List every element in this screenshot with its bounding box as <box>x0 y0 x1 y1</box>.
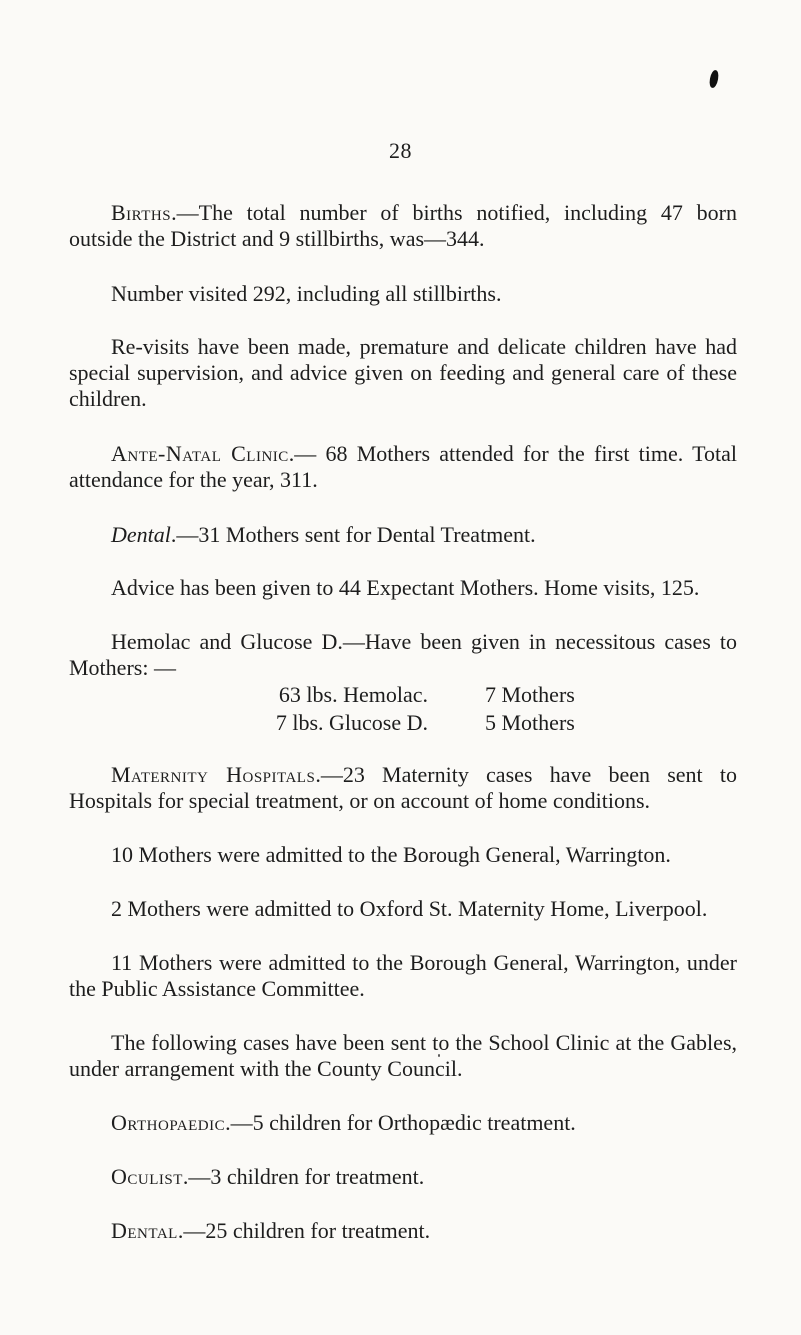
oculist-paragraph <box>69 1164 737 1190</box>
dental-children-paragraph <box>69 1218 737 1244</box>
admitted-oxford-paragraph: 2 Mothers were admitted to Oxford St. Maternity Home, Liverpool. <box>111 896 708 921</box>
supply-quantity: 63 lbs. Hemolac. <box>278 682 428 707</box>
antenatal-paragraph <box>69 441 737 493</box>
maternity-heading: Maternity Hospitals <box>111 762 316 787</box>
admitted-borough-paragraph: 10 Mothers were admitted to the Borough General, Warrington. <box>111 842 671 867</box>
supply-recipients: 7 Mothers <box>485 682 575 707</box>
admitted-pac-paragraph: 11 Mothers were admitted to the Borough General, Warrington, under the Public Assistance Committee. <box>69 950 737 1001</box>
dental-children-text: .—25 children for treatment. <box>177 1218 431 1243</box>
dental-mothers-paragraph <box>69 522 737 548</box>
orthopaedic-heading: Orthopaedic <box>111 1110 226 1135</box>
oculist-text: .—3 children for treatment. <box>182 1164 425 1189</box>
antenatal-heading: Ante-Natal Clinic <box>111 441 289 466</box>
dental-mothers-heading: Dental <box>111 522 171 547</box>
dental-children-heading: Dental <box>111 1218 178 1243</box>
orthopaedic-paragraph <box>69 1110 737 1136</box>
antenatal-text: .— 68 Mothers attended for the first time. Total attendance for the year, 311. <box>69 441 737 492</box>
dental-mothers-text: .—31 Mothers sent for Dental Treatment. <box>170 522 536 547</box>
school-clinic-paragraph: The following cases have been sent to the School Clinic at the Gables, under arrangement with the County Council. <box>69 1030 737 1081</box>
supply-recipients: 5 Mothers <box>485 710 575 735</box>
orthopaedic-text: .—5 children for Orthopædic treatment. <box>225 1110 576 1135</box>
page-number: 28 <box>389 138 412 163</box>
oculist-heading: Oculist <box>111 1164 183 1189</box>
visited-paragraph: Number visited 292, including all stillbirths. <box>111 281 502 306</box>
hemolac-paragraph: Hemolac and Glucose D.—Have been given in necessitous cases to Mothers: — <box>69 629 737 680</box>
births-heading: Births <box>111 200 172 225</box>
births-text: .—The total number of births notified, including 47 born outside the District and 9 stillbirths, was—344. <box>69 200 737 251</box>
ink-blot-mark <box>708 69 719 88</box>
maternity-paragraph <box>69 762 737 814</box>
births-paragraph <box>69 200 737 252</box>
advice-paragraph: Advice has been given to 44 Expectant Mothers. Home visits, 125. <box>111 575 700 600</box>
maternity-text: .—23 Maternity cases have been sent to Hospitals for special treatment, or on account of home conditions. <box>69 762 738 813</box>
supplies-row <box>69 682 737 708</box>
supplies-row <box>69 710 737 736</box>
revisits-paragraph: Re-visits have been made, premature and delicate children have had special supervision, and advice given on feeding and general care of these children. <box>69 334 737 411</box>
supply-quantity: 7 lbs. Glucose D. <box>275 710 428 735</box>
